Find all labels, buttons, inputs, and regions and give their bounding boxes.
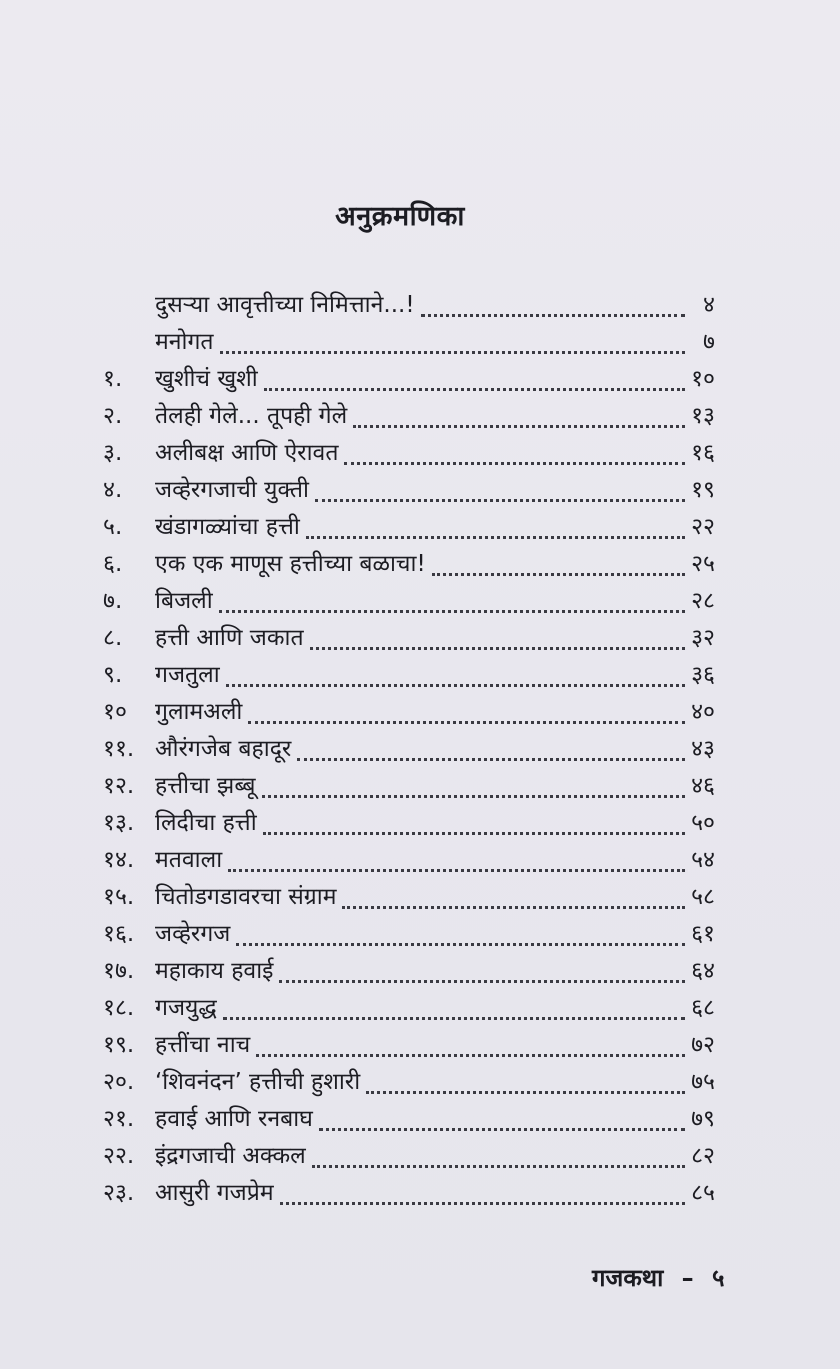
toc-entry (103, 324, 715, 361)
toc-entry-number: १८. (103, 995, 135, 1021)
toc-entry-number: १३. (103, 810, 135, 836)
toc-entry (103, 435, 715, 472)
dot-leader (264, 368, 685, 391)
toc-entry-page: ६१ (691, 921, 715, 947)
toc-entry-page: १३ (691, 403, 715, 429)
toc-entry-title: महाकाय हवाई (155, 958, 274, 984)
toc-entry-page: ६४ (691, 958, 715, 984)
dot-leader (219, 590, 685, 613)
toc-entry (103, 768, 715, 805)
toc-entry-page: २८ (691, 588, 715, 614)
toc-entry-title: खुशीचं खुशी (155, 366, 258, 392)
toc-entry-title: गजयुद्ध (155, 995, 217, 1021)
toc-entry-number: १५. (103, 884, 135, 910)
toc-entry (103, 398, 715, 435)
toc-entry (103, 990, 715, 1027)
dot-leader (248, 701, 685, 724)
toc-entry (103, 879, 715, 916)
toc-entry-title: हवाई आणि रनबाघ (155, 1106, 313, 1132)
toc-entry-page: २५ (691, 551, 715, 577)
toc-entry-title: एक एक माणूस हत्तीच्या बळाचा! (155, 551, 426, 577)
toc-entry-title: जव्हेरगज (155, 921, 231, 947)
dot-leader (310, 627, 685, 650)
dot-leader (312, 1145, 685, 1168)
toc-entry (103, 287, 715, 324)
dot-leader (223, 997, 685, 1020)
toc-entry (103, 509, 715, 546)
toc-entry-page: ४६ (691, 773, 715, 799)
toc-entry (103, 472, 715, 509)
toc-entry-number: १६. (103, 921, 135, 947)
toc-entry-page: १० (691, 366, 715, 392)
toc-entry-number: ५. (103, 514, 123, 540)
toc-entry (103, 1027, 715, 1064)
dot-leader (306, 516, 685, 539)
toc-entry-page: ५० (691, 810, 715, 836)
dot-leader (262, 775, 685, 798)
dot-leader (432, 553, 685, 576)
toc-entry (103, 583, 715, 620)
footer-separator: – (681, 1264, 694, 1292)
toc-entry-number: ३. (103, 440, 123, 466)
toc-entry (103, 694, 715, 731)
toc-entry (103, 1175, 715, 1212)
toc-entry-title: हत्तीचा झब्बू (155, 773, 256, 799)
toc-entry (103, 916, 715, 953)
toc-entry-number: ९. (103, 662, 123, 688)
toc-entry (103, 657, 715, 694)
toc-entry-number: २०. (103, 1069, 135, 1095)
dot-leader (280, 1182, 685, 1205)
dot-leader (279, 960, 685, 983)
toc-entry-page: १९ (691, 477, 715, 503)
toc-entry-title: तेलही गेले... तूपही गेले (155, 403, 348, 429)
toc-entry-title: चितोडगडावरचा संग्राम (155, 884, 337, 910)
toc-entry (103, 731, 715, 768)
toc-entry-number: २२. (103, 1143, 135, 1169)
toc-entry-page: २२ (691, 514, 715, 540)
toc-entry-page: ४० (691, 699, 715, 725)
toc-entry-page: ४ (703, 292, 715, 318)
dot-leader (342, 886, 685, 909)
toc-entry-page: ८२ (691, 1143, 715, 1169)
toc-entry-number: ६. (103, 551, 123, 577)
dot-leader (256, 1034, 685, 1057)
toc-entry-page: ५८ (691, 884, 715, 910)
page-title: अनुक्रमणिका (335, 201, 465, 232)
toc-entry-number: २१. (103, 1106, 135, 1132)
toc-entry-title: बिजली (155, 588, 213, 614)
toc-entry (103, 1064, 715, 1101)
dot-leader (220, 331, 685, 354)
dot-leader (421, 294, 685, 317)
toc-entry-page: ३२ (691, 625, 715, 651)
toc-entry-page: ५४ (691, 847, 715, 873)
toc-entry-page: ६८ (691, 995, 715, 1021)
toc-entry (103, 1101, 715, 1138)
toc-entry-number: २३. (103, 1180, 135, 1206)
toc-entry-number: १९. (103, 1032, 135, 1058)
toc-entry (103, 620, 715, 657)
toc-entry-page: ७२ (691, 1032, 715, 1058)
toc-entry-number: २. (103, 403, 123, 429)
toc-entry-title: गुलामअली (155, 699, 243, 725)
toc-entry (103, 1138, 715, 1175)
toc-entry-title: अलीबक्ष आणि ऐरावत (155, 440, 339, 466)
dot-leader (236, 923, 685, 946)
toc-entry-number: ११. (103, 736, 135, 762)
toc-entry-title: मनोगत (155, 329, 214, 355)
toc-entry-title: आसुरी गजप्रेम (155, 1180, 274, 1206)
dot-leader (228, 849, 685, 872)
dot-leader (297, 738, 685, 761)
toc-entry-page: ७५ (691, 1069, 715, 1095)
toc-entry-page: ७ (703, 329, 715, 355)
toc-entry-title: औरंगजेब बहादूर (155, 736, 292, 762)
toc-entry-page: ४३ (691, 736, 715, 762)
toc-entry-title: लिदीचा हत्ती (155, 810, 257, 836)
dot-leader (263, 812, 685, 835)
toc-entry (103, 805, 715, 842)
toc-entry (103, 546, 715, 583)
footer-book-title: गजकथा (592, 1264, 664, 1292)
dot-leader (366, 1071, 685, 1094)
toc-entry (103, 953, 715, 990)
toc-entry-number: १७. (103, 958, 135, 984)
toc-entry-title: हत्ती आणि जकात (155, 625, 304, 651)
toc-entry-number: १. (103, 366, 123, 392)
toc-entry-number: १० (103, 699, 127, 725)
toc-entry-title: ‘शिवनंदन’ हत्तीची हुशारी (155, 1069, 361, 1095)
footer-page-number: ५ (712, 1264, 725, 1292)
toc-entry-number: ४. (103, 477, 123, 503)
dot-leader (344, 442, 685, 465)
dot-leader (319, 1108, 685, 1131)
toc-entry-number: ७. (103, 588, 123, 614)
toc-entry-page: ८५ (691, 1180, 715, 1206)
toc-entry-number: ८. (103, 625, 123, 651)
toc-entry-title: खंडागळ्यांचा हत्ती (155, 514, 300, 540)
toc-entry-title: गजतुला (155, 662, 220, 688)
toc-entry-page: ७९ (691, 1106, 715, 1132)
toc-entry-title: इंद्रगजाची अक्कल (155, 1143, 306, 1169)
toc-entry-page: १६ (691, 440, 715, 466)
toc-entry-number: १२. (103, 773, 135, 799)
table-of-contents (103, 287, 715, 1212)
toc-entry (103, 842, 715, 879)
toc-entry-title: जव्हेरगजाची युक्ती (155, 477, 309, 503)
page-footer (592, 1261, 725, 1294)
dot-leader (315, 479, 685, 502)
toc-entry-page: ३६ (691, 662, 715, 688)
toc-entry-number: १४. (103, 847, 135, 873)
dot-leader (353, 405, 685, 428)
toc-entry-title: मतवाला (155, 847, 223, 873)
toc-entry (103, 361, 715, 398)
toc-entry-title: दुसऱ्या आवृत्तीच्या निमित्ताने...! (155, 292, 415, 318)
dot-leader (226, 664, 685, 687)
toc-entry-title: हत्तींचा नाच (155, 1032, 251, 1058)
